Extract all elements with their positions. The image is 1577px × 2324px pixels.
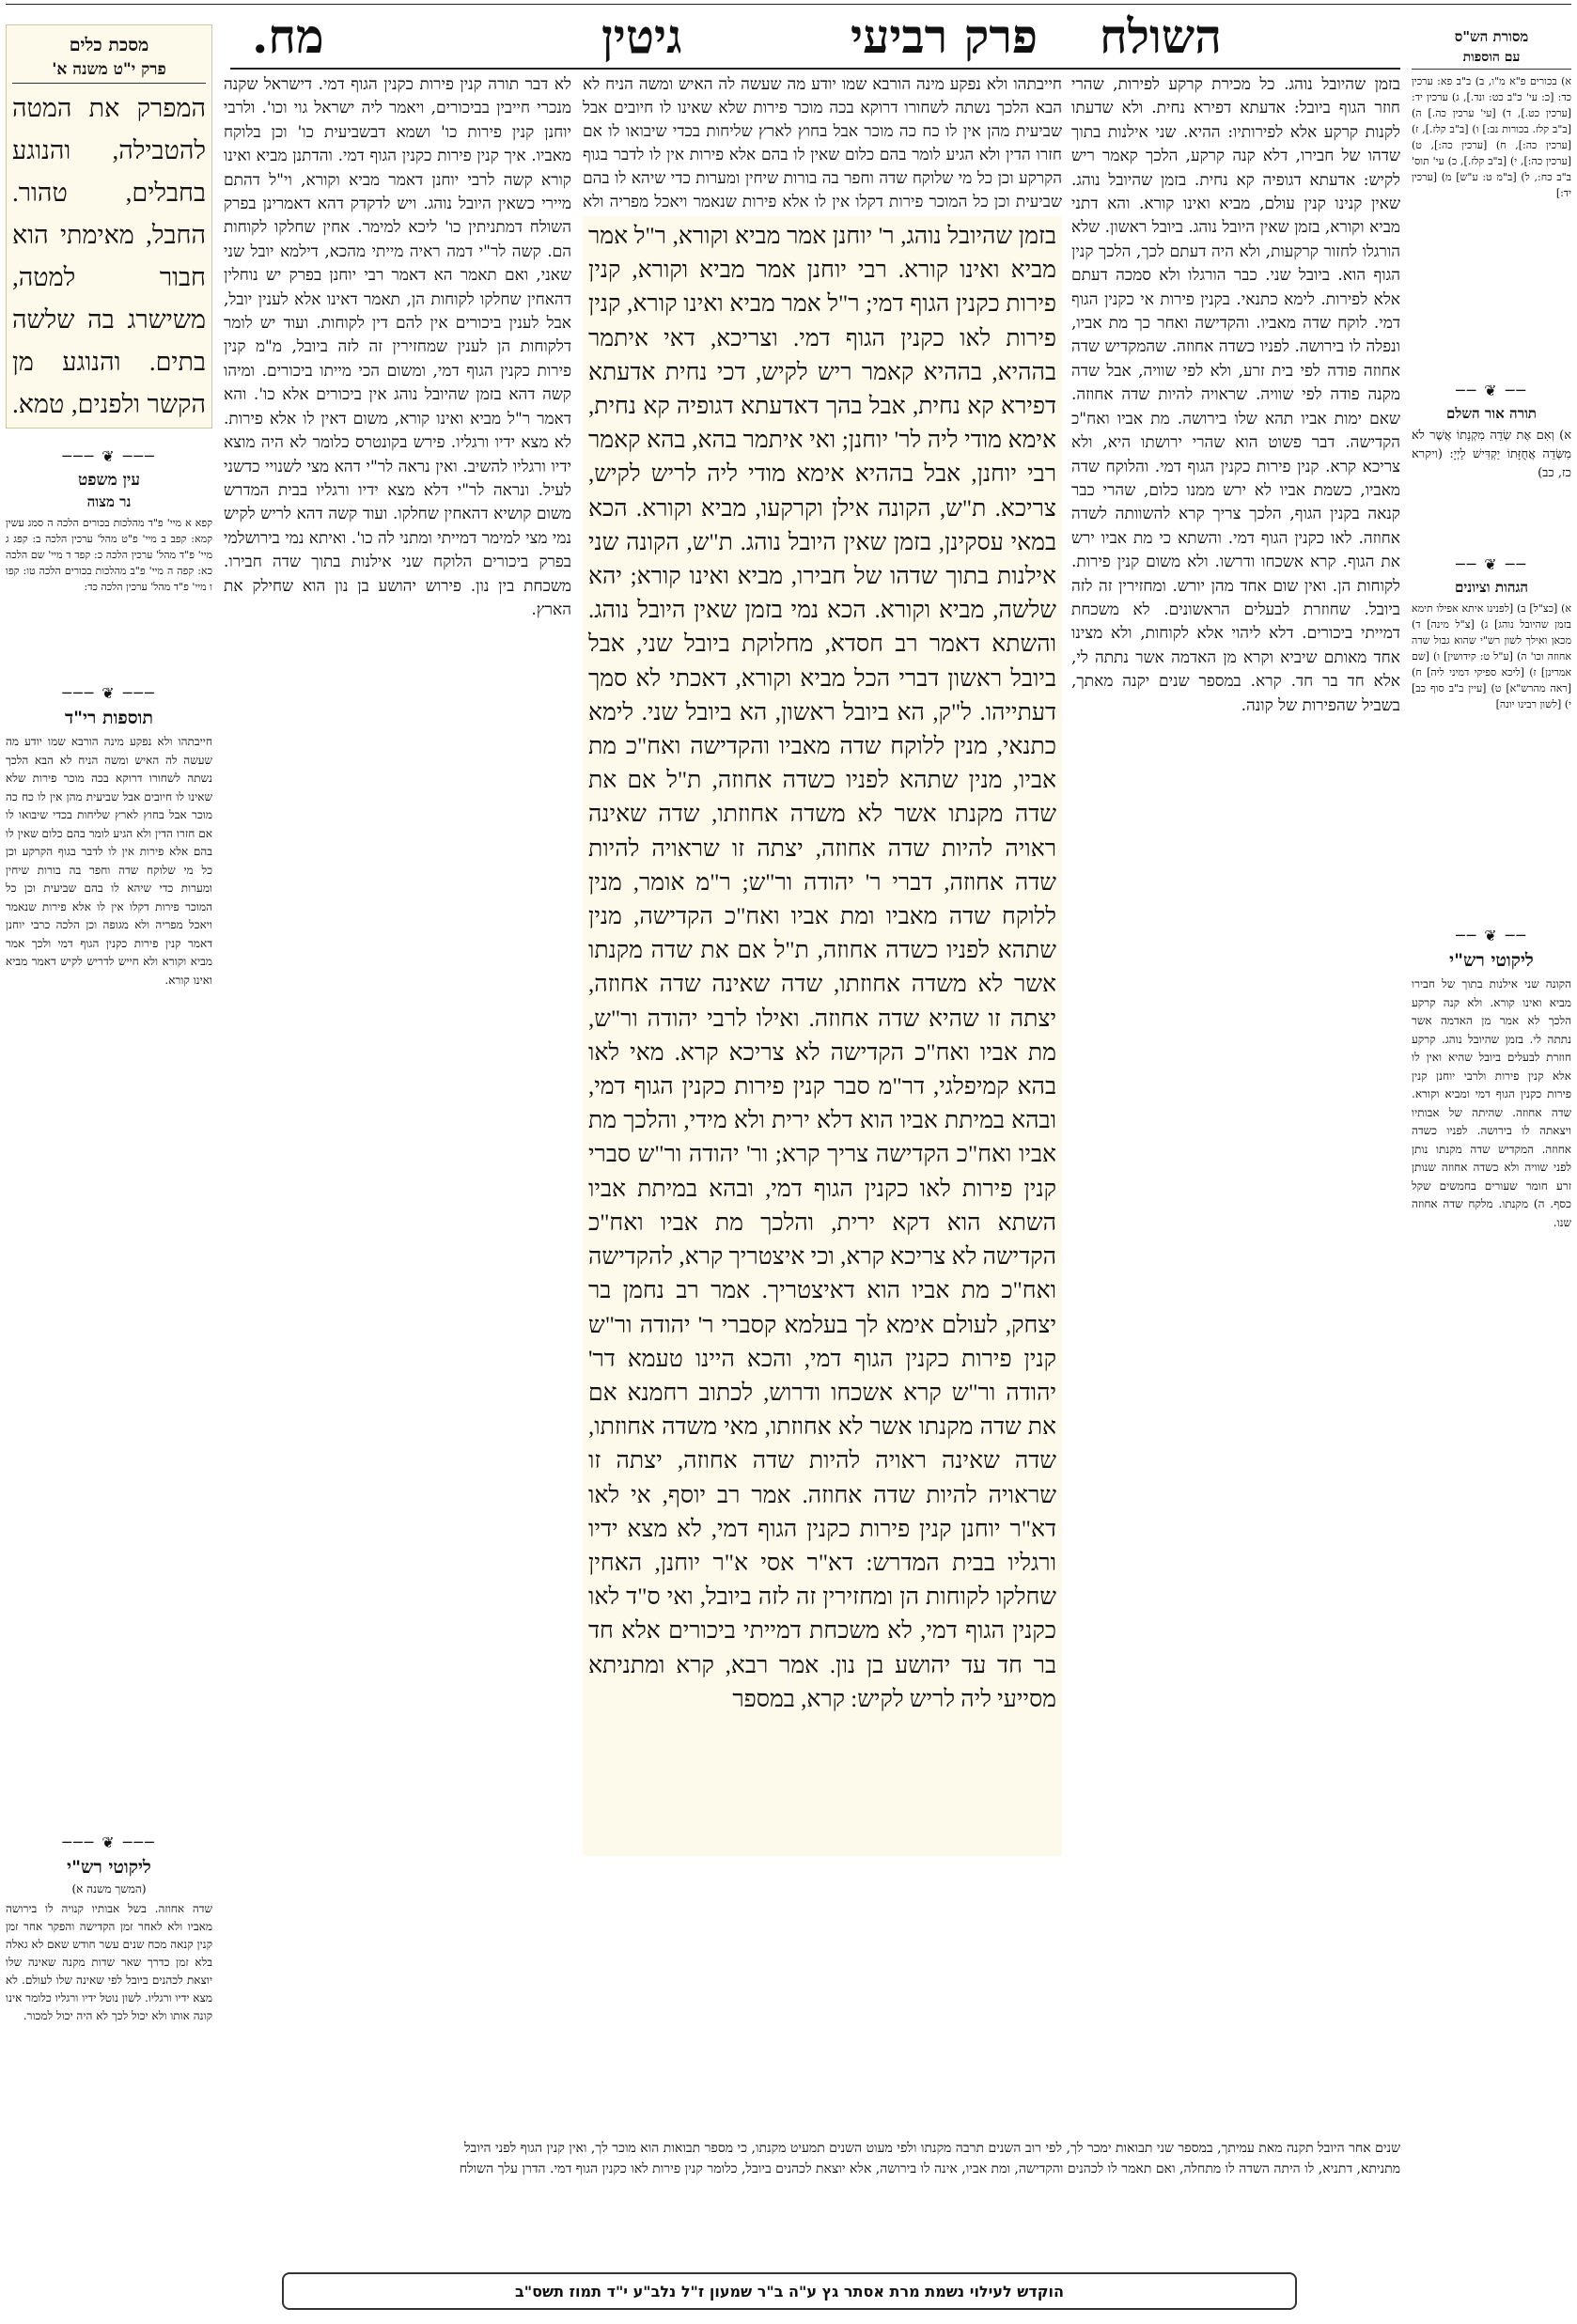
tosafot-text: לא דבר תורה קנין פירות כקנין הגוף דמי. דישראל שקנה מנכרי חייבין בביכורים, ויאמר ליה ישראל גוי וכו'. ולרבי יוחנן קנין פירות כו' ושמא דבשביעית כו' וכן בלוקח מאביו. איך קנין פירות כקנין הגוף דמי. והדתנן מביא ואינו קורא קשה לרבי יוחנן דאמר מביא וקורא, וי"ל דהתם מיירי כשאין היובל נוהג. ויש לדקדק דהא דאמרינן בפרק השולח דמתניתין כו' ליכא למימר. אחין שחלקו לקוחות הם. קשה לר"י דמה ראיה מייתי מהכא, דילמא יובל שני שאני, ואם תאמר הא דאמר רבי יוחנן בפרק יש נוחלין דהאחין שחלקו לקוחות הן, תאמר דאינו אלא לענין יובל, אבל לענין ביכורים אין להם דין לקוחות. ועוד יש לומר דלקוחות הן לענין שמחזירין זה לזה ביובל, מ"מ קנין פירות כקנין הגוף דמי, ומשום הכי מייתו ביכורים. ומיהו קשה דהא בזמן שהיובל נוהג אין ביכורים אלא כו'. והא דאמר ר"ל מביא ואינו קורא, משום דאין לו אלא פירות. לא מצא ידיו ורגליו. פירש בקונטרס כלומר לא היה מוצא ידיו ורגליו להשיב. ואין נראה לר"י דהא מצי לשנויי כדשני לעיל. ונראה לר"י דלא מצא ידיו ורגליו בבית המדרש משום קושיא דהאחין שחלקו. ועוד קשה דהא לריש לקיש נמי מצי למימר דמייתי ומתני לה כו'. ואיתא נמי בירושלמי בפרק ביכורים הלוקח שני אילנות בתוך שדה חבירו. משכחת בין נון. פירוש יהושע בן נון הוא שחילק את הארץ. xyxy=(224,75,571,619)
gemara-block xyxy=(583,216,1062,1856)
bottom-line: שנים אחר היובל תקנה מאת עמיתך, במספר שני תבואות ימכר לך, לפי רוב השנים תרבה מקנתו ולפי מעוט השנים תמעיט מקנתו, כי מספר תבואות הוא מוכר לך, ואין קנין הגוף לפני היובל xyxy=(463,2141,1400,2156)
gemara-top-band xyxy=(583,73,1062,212)
likutei-rashi-right-section xyxy=(1412,921,1571,2237)
divider-ornament: ─── ❦ ─── xyxy=(62,447,156,465)
hagahot-text: א) [כצ"ל] ב) [לפנינו איתא אפילו תימא בזמן שהיובל נוהג] ג) [צ"ל מינה] ד) מכאן ואילך לשון רש"י שהוא גבול שדה אחוזה וכו' ה) [ע"ל ט: קידושין] ו) [שם אמרינן] ז) [ליכא ספיקי דמיני ליה] ח) [ראה מהרש"א] ט) [עיין ב"ב סוף כב] י) [לשון רבינו יונה] xyxy=(1412,602,1571,710)
likutei-rashi-left-text: שדה אחוזה. בשל אבותיו קנויה לו בירושה מאביו ולא לאחר זמן הקדישה והפקר אחר זמן קנין קנאה מכח שנים עשר חודש שאם לא גאלה בלא זמן כדרך שאר שדות מקנה שאינה שלו יוצאת לכהנים ביובל לפי שאינה שלו לעולם. לא מצא ידיו ורגליו. לשון נוטל ידיו ורגליו כלומר אינו קונה אותו ולא יכול לכך לא היה יכול למכור. xyxy=(6,1902,212,2022)
mishna-kelim-text: המפרק את המטה להטבילה, והנוגע בחבלים, טהור. החבל, מאימתי הוא חבור למטה, משישרג בה שלשה בתים. והנוגע מן הקשר ולפנים, טמא. xyxy=(12,94,206,418)
divider-ornament: ── ❦ ── xyxy=(1455,927,1528,944)
dedication-box xyxy=(282,2272,1297,2310)
hagahot-title: הגהות וציונים xyxy=(1454,579,1529,596)
torah-ohr-title: תורה אור השלם xyxy=(1446,405,1537,422)
masoret-subtitle: עם הוספות xyxy=(1412,50,1571,70)
hagahot-section xyxy=(1412,550,1571,907)
likutei-rashi-right-text: הקונה שני אילנות בתוך של חבירו מביא ואינו קורא. ולא קנה קרקע הלכך לא אמר מן האדמה אשר נתתה לי. בזמן שהיובל נוהג. קרקע חוזרת לבעלים ביובל שהיא ואין לו אלא קנין פירות ולרבי יוחנן קנין פירות כקנין הגוף דמי ומביא וקורא. שדה אחוזה. שהיתה של אבותיו ויצאתה לו בירושה. לפניו כשדה אחוזה. המקדיש שדה מקנתו נותן לפני שוויה ולא כשדה אחוזה שנותן זרע חומר שעורים בחמשים שקל כסף. ה) מקנתו. מלקח שדה אחוזה שנו. xyxy=(1412,977,1571,1229)
mishna-kelim-title: מסכת כלים xyxy=(69,35,149,55)
bottom-lines xyxy=(224,2138,1400,2241)
torah-ohr-text: א) וְאִם אֶת שְׂדֵה מִקְנָתוֹ אֲשֶׁר לֹא מִשְּׂדֵה אֲחֻזָּתוֹ יַקְדִּישׁ לַיְיָ: (ויקרא כז, כב) xyxy=(1412,429,1571,480)
dedication-text: הוקדש לעילוי נשמת מרת אסתר גץ ע"ה ב"ר שמעון ז"ל נלב"ע י"ד תמוז תשס"ב xyxy=(514,2282,1065,2301)
tosafot-rid-text: חייבתהו ולא נפקע מינה הורבא שמו יודע מה שעשה לה האיש ומשה הניח לא הבא הלכך נשתה לשחורו דרוקא בכה מוכר פירות שלא שאינו לו חיובים אבל שביעית מהן אין לו כח כה מוכר אבל בחוץ לארץ שליחות בכדי שיבואו לו אם חזרו הדין ולא הגיע לומר בהם כלום שאין לו בהם אלא פירות אין לו לדבר בגוף הקרקע וכן כל מי שלוקח שדה וחפר בה בורות שיחין ומערות כדי שיהא לו בהם שביעית וכן כל המוכר פירות דקלו אין לו אלא פירות שנאמר ויאכל מפריה ולא מגופה וכן הלכה כרבי יוחנן דאמר קנין פירות כקנין הגוף דמי ולכך אמר מביא וקורא ולא חייש לדריש לקיש דאמר מביא ואינו קורא. xyxy=(6,735,212,987)
likutei-rashi-left-title: ליקוטי רש"י xyxy=(67,1857,151,1878)
divider-ornament: ── ❦ ── xyxy=(1455,382,1528,399)
likutei-rashi-left-subtitle: (המשך משנה א) xyxy=(71,1882,147,1895)
masoret-text: א) בכורים פ"א מ"ו, ב) ב"ב פא: ערכין כד: [כ: עי' כ"ב כט: ונד.], ג) ערכין יד: [ערכין כט.], ד) [עי' ערכין כה.] ה) [ב"ב קלז. בכורות נב:] ו) [ב"ב קלז.], ז) [ערכין כה:], ח) [ערכין כה:], ט) [ערכין כה:], י) [ב"ב קלז.], כ) עי' תוס' ב"ב כח:, ל) [ב"מ ט: ע"ש] מ) [ערכין יד:] xyxy=(1412,75,1571,199)
ein-mishpat-title: עין משפט xyxy=(78,471,140,490)
divider-ornament: ── ❦ ── xyxy=(1455,555,1528,573)
torah-ohr-section xyxy=(1412,376,1571,536)
rashi-text: בזמן שהיובל נוהג. כל מכירת קרקע לפירות, שהרי חוזר הגוף ביובל: אדעתא דפירא נחית. ולא שדעתו לקנות קרקע אלא לפירותיו: ההיא. שני אילנות בתוך שדהו של חבירו, דלא קנה קרקע, הלכך קאמר ריש לקיש: אדעתא דגופיה קא נחית. בזמן שהיובל נוהג. שאין קנינו קנין עולם, מביא ואינו קורא. והא דתני מביא וקורא, בזמן שאין היובל נוהג. ביובל ראשון. שלא הורגלו לחזור קרקעות, ולא היה דעתם לכך, הלכך קנין הגוף הוא. ביובל שני. כבר הורגלו ולא סמכה דעתם אלא לפירות. לימא כתנאי. בקנין פירות אי כקנין הגוף דמי. לוקח שדה מאביו. והקדישה ואחר כך מת אביו, ונפלה לו בירושה. לפניו כשדה אחוזה. שהמקדיש שדה אחוזה פודה לפי בית זרע, ולא לפי שוויה, אבל שדה מקנה פודה לפי שוויה. שראויה להיות שדה אחוזה. שאם ימות אביו תהא שלו בירושה. מת אביו ואח"כ הקדישה. דבר פשוט הוא שהרי ירושתו היא, ולא צריכא קרא. קנין פירות כקנין הגוף דמי. והלוקח שדה מאביו, כשמת אביו לא ירש ממנו כלום, שהרי כבר קנאה בקנין הגוף, הלכך צריך קרא להשוותה לשדה אחוזה. לאו כקנין הגוף דמי. והשתא כי מת אביו ירש את הגוף. קרא אשכחו ודרשו. ולא משום קנין פירות. לקוחות הן. ואין שום אחד מהן יורש. ומחזירין זה לזה ביובל. שחוזרת לבעלים הראשונים. לא משכחת דמייתי ביכורים. דלא ליהוי אלא לקוחות, ולא מצינו אחד מאותם שיביא וקרא מן האדמה אשר נתתה לי, אלא חד בר חד. קרא. במספר שנים יקנה מאתך, בשביל שהפירות של קונה. xyxy=(1071,75,1400,715)
masoret-title: מסורת הש"ס xyxy=(1454,28,1529,45)
mishna-kelim-subtitle: פרק י"ט משנה א' xyxy=(12,60,206,84)
ein-mishpat-subtitle: נר מצוה xyxy=(86,493,132,510)
header-chapter: פרק רביעי xyxy=(851,8,1038,64)
divider-ornament: ─── ❦ ─── xyxy=(62,684,156,702)
tosafot-column xyxy=(224,73,571,2131)
mishna-kelim-box xyxy=(6,24,212,429)
tosafot-rid-title: תוספות רי"ד xyxy=(64,708,153,728)
gemara-text: בזמן שהיובל נוהג, ר' יוחנן אמר מביא וקורא, ר"ל אמר מביא ואינו קורא. רבי יוחנן אמר מביא וקורא, קנין פירות כקנין הגוף דמי; ר"ל אמר מביא ואינו קורא, קנין פירות לאו כקנין הגוף דמי. וצריכא, דאי איתמר בההיא, בההיא קאמר ריש לקיש, דכי נחית אדעתא דפירא קא נחית, אבל בהך דאדעתא דגופיה קא נחית, אימא מודי ליה לר' יוחנן; ואי איתמר בהא, בהא קאמר רבי יוחנן, אבל בההיא אימא מודי ליה לריש לקיש, צריכא. ת"ש, הקונה אילן וקרקעו, מביא וקורא. הכא במאי עסקינן, בזמן שאין היובל נוהג. ת"ש, הקונה שני אילנות בתוך שדהו של חבירו, מביא ואינו קורא; יהא שלשה, מביא וקורא. הכא נמי בזמן שאין היובל נוהג. והשתא דאמר רב חסדא, מחלוקת ביובל שני, אבל ביובל ראשון דברי הכל מביא וקורא, דאכתי לא סמך דעתייהו. ל"ק, הא ביובל ראשון, הא ביובל שני. לימא כתנאי, מנין ללוקח שדה מאביו והקדישה ואח"כ מת אביו, מנין שתהא לפניו כשדה אחוזה, ת"ל אם את שדה מקנתו אשר לא משדה אחוזתו, שדה שאינה ראויה להיות שדה אחוזה, יצתה זו שראויה להיות שדה אחוזה, דברי ר' יהודה ור"ש; ר"מ אומר, מנין ללוקח שדה מאביו ומת אביו ואח"כ הקדישה, מנין שתהא לפניו כשדה אחוזה, ת"ל אם את שדה מקנתו אשר לא משדה אחוזתו, שדה שאינה שדה אחוזה, יצתה זו שהיא שדה אחוזה. ואילו לרבי יהודה ור"ש, מת אביו ואח"כ הקדישה לא צריכא קרא. מאי לאו בהא קמיפלגי, דר"מ סבר קנין פירות כקנין הגוף דמי, ובהא במיתת אביו הוא דלא ירית ולא מידי, והלכך מת אביו ואח"כ הקדישה צריך קרא; ור' יהודה ור"ש סברי קנין פירות לאו כקנין הגוף דמי, ובהא במיתת אביו השתא הוא דקא ירית, והלכך מת אביו ואח"כ הקדישה לא צריכא קרא, וכי איצטריך קרא, להקדישה ואח"כ מת אביו הוא דאיצטריך. אמר רב נחמן בר יצחק, לעולם אימא לך בעלמא קסברי ר' יהודה ור"ש קנין פירות כקנין הגוף דמי, והכא היינו טעמא דר' יהודה ור"ש קרא אשכחו ודרוש, לכתוב רחמנא אם את שדה מקנתו אשר לא אחוזתו, מאי משדה אחוזתו, שדה שאינה ראויה להיות שדה אחוזה, יצתה זו שראויה להיות שדה אחוזה. אמר רב יוסף, אי לאו דא"ר יוחנן קנין פירות כקנין הגוף דמי, לא מצא ידיו ורגליו בבית המדרש: דא"ר אסי א"ר יוחנן, האחין שחלקו לקוחות הן ומחזירין זה לזה ביובל, ואי ס"ד לאו כקנין הגוף דמי, לא משכחת דמייתי ביכורים אלא חד בר חד עד יהושע בן נון. אמר רבא, קרא ומתניתא מסייעי ליה לריש לקיש: קרא, במספר xyxy=(588,224,1056,1712)
gemara-top-band-text: חייבתהו ולא נפקע מינה הורבא שמו יודע מה שעשה לה האיש ומשה הניח לא הבא הלכך נשתה לשחורו דרוקא בכה מוכר פירות שלא שאינו לו חיובים אבל שביעית מהן אין לו כח כה מוכר אבל בחוץ לארץ שליחות בכדי שיבואו לו אם חזרו הדין ולא הגיע לומר בהם כלום שאין לו בהם אלא פירות אין לו לדבר בגוף הקרקע וכן כל מי שלוקח שדה וחפר בה בורות שיחין ומערות כדי שיהא לו בהם שביעית וכן כל המוכר פירות דקלו אין לו אלא פירות שנאמר ויאכל מפריה ולא xyxy=(583,75,1062,211)
header-rule-top xyxy=(6,4,1571,5)
likutei-rashi-right-title: ליקוטי רש"י xyxy=(1449,950,1534,971)
header-folio: מח. xyxy=(252,8,324,64)
divider-ornament: ─── ❦ ─── xyxy=(62,1833,156,1851)
header-tractate: גיטין xyxy=(601,8,682,64)
tosafot-rid-section xyxy=(6,678,212,1816)
ein-mishpat-text: קפא א מיי' פ"ד מהלכות בכורים הלכה ה סמג עשין קמא: קפב ב מיי' פ"ט מהל' ערכין הלכה ב: קפג ג מיי' פ"ד מהל' ערכין הלכה כ: קפד ד מיי' שם הלכה כא: קפה ה מיי' פ"ב מהלכות בכורים הלכה טו: קפו ו מיי' פ"ד מהל' ערכין הלכה כד: xyxy=(6,517,212,593)
rashi-column xyxy=(1071,73,1400,2131)
likutei-rashi-left-section xyxy=(6,1828,212,2232)
header-rule xyxy=(230,68,1400,70)
bottom-line: מתניתא, דתניא, לו היתה השדה לו מתחלה, ואם תאמר לו לכהנים והקדישה, ומת אביו, אינה לו בירושה, אלא יוצאת לכהנים ביובל, כלומר קנין פירות לאו כקנין הגוף דמי. הדרן עלך השולח xyxy=(459,2161,1400,2176)
masoret-section xyxy=(1412,24,1571,363)
header-chapter-name: השולח xyxy=(1100,8,1222,64)
ein-mishpat-section xyxy=(6,442,212,667)
